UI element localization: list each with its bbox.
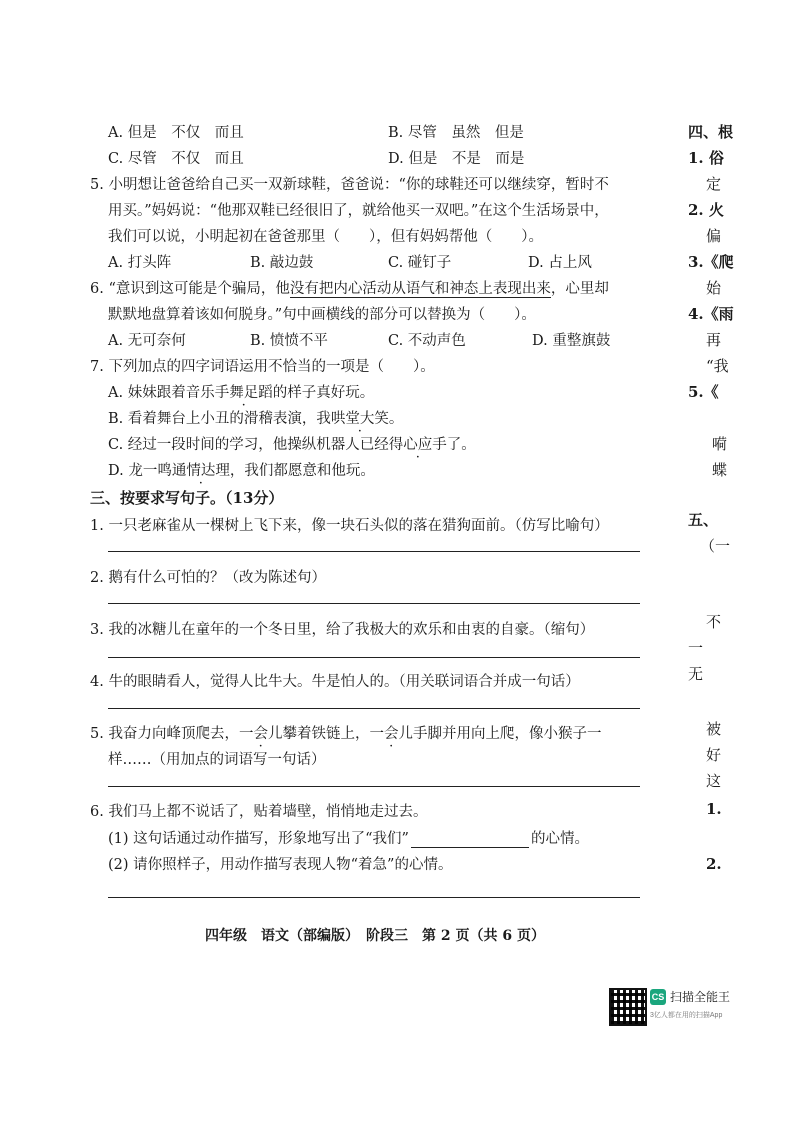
q5-option-b: B. 敲边鼓 [250, 255, 314, 271]
side-t5a: 嗬 [712, 435, 728, 453]
side-t5b: 蝶 [712, 461, 728, 479]
s3-q5-answer-line[interactable] [108, 786, 640, 787]
side-p5: （一 [700, 537, 731, 555]
s3-q2-answer-line[interactable] [108, 603, 640, 604]
side-n3: 3.《爬 [688, 253, 734, 271]
q7-option-c: C. 经过一段时间的学习，他操纵机器人已经得心应手了。 [108, 437, 476, 453]
side-h5: 五、 [688, 511, 719, 529]
s3-q5-line1: 5. 我奋力向峰顶爬去，一会儿攀着铁链上，一会儿手脚并用向上爬，像小猴子一 [90, 726, 602, 742]
side-r3: 无 [688, 665, 704, 683]
side-t4: 再 [706, 331, 722, 349]
side-r4: 被 [706, 720, 722, 738]
q6-option-d: D. 重整旗鼓 [532, 333, 611, 349]
side-t1: 定 [706, 175, 722, 193]
q6-stem-line1: 6. “意识到这可能是个骗局，他没有把内心活动从语气和神态上表现出来，心里却 [90, 281, 609, 297]
q7-option-a: A. 妹妹跟着音乐手舞足蹈的样子真好玩。 [108, 385, 375, 401]
s3-q6-sub2: (2) 请你照样子，用动作描写表现人物“着急”的心情。 [108, 857, 453, 873]
s3-q6-sub1-blank[interactable] [411, 831, 529, 848]
section-3-heading: 三、按要求写句子。（13分） [90, 489, 284, 507]
q5-stem-line1: 5. 小明想让爸爸给自己买一双新球鞋，爸爸说：“你的球鞋还可以继续穿，暂时不 [90, 177, 609, 193]
s3-q1: 1. 一只老麻雀从一棵树上飞下来，像一块石头似的落在猎狗面前。（仿写比喻句） [90, 518, 609, 534]
q5-option-c: C. 碰钉子 [388, 255, 452, 271]
side-t2: 偏 [706, 227, 722, 245]
side-r6: 这 [706, 772, 722, 790]
q5-stem-line3: 我们可以说，小明起初在爸爸那里（ ），但有妈妈帮他（ ）。 [108, 229, 543, 245]
q6-option-c: C. 不动声色 [388, 333, 466, 349]
q5-option-a: A. 打头阵 [108, 255, 172, 271]
q4-option-a: A. 但是 不仅 而且 [108, 125, 244, 141]
q6-option-b: B. 愤愤不平 [250, 333, 328, 349]
s3-q6-sub1: (1) 这句话通过动作描写，形象地写出了“我们” 的心情。 [108, 831, 589, 847]
side-r7: 1. [706, 800, 722, 818]
side-r8: 2. [706, 855, 722, 873]
q7-option-b: B. 看着舞台上小丑的滑稽表演，我哄堂大笑。 [108, 411, 404, 427]
page-footer: 四年级 语文（部编版） 阶段三 第 2 页（共 6 页） [205, 928, 545, 944]
scanner-subtitle: 3亿人都在用的扫描App [650, 1012, 723, 1019]
side-t3: 始 [706, 279, 722, 297]
q6-stem-line2: 默默地盘算着该如何脱身。”句中画横线的部分可以替换为（ ）。 [108, 307, 536, 323]
q7-stem: 7. 下列加点的四字词语运用不恰当的一项是（ ）。 [90, 359, 435, 375]
q7-option-d: D. 龙一鸣通情达理，我们都愿意和他玩。 [108, 463, 375, 479]
q4-option-d: D. 但是 不是 而是 [388, 151, 525, 167]
s3-q3: 3. 我的冰糖儿在童年的一个冬日里，给了我极大的欢乐和由衷的自豪。（缩句） [90, 622, 595, 638]
side-r5: 好 [706, 746, 722, 764]
q6-option-a: A. 无可奈何 [108, 333, 186, 349]
s3-q6-answer-line[interactable] [108, 897, 640, 898]
s3-q4-answer-line[interactable] [108, 708, 640, 709]
side-r1: 不 [706, 613, 722, 631]
side-n4: 4.《雨 [688, 305, 734, 323]
side-t4b: “我 [706, 357, 729, 375]
side-r2: 一 [688, 639, 704, 657]
camscanner-logo-icon: CS [650, 989, 666, 1005]
s3-q3-answer-line[interactable] [108, 657, 640, 658]
s3-q5-line2: 样……（用加点的词语写一句话） [108, 752, 326, 768]
s3-q6: 6. 我们马上都不说话了，贴着墙壁，悄悄地走过去。 [90, 804, 428, 820]
side-n2: 2. 火 [688, 201, 724, 219]
side-n5: 5.《 [688, 383, 719, 401]
scanner-title: 扫描全能王 [670, 990, 731, 1004]
s3-q2: 2. 鹅有什么可怕的？（改为陈述句） [90, 570, 326, 586]
s3-q1-answer-line[interactable] [108, 551, 640, 552]
side-heading: 四、根 [688, 123, 734, 141]
qr-code-icon [609, 988, 647, 1026]
side-n1: 1. 俗 [688, 149, 724, 167]
q4-option-b: B. 尽管 虽然 但是 [388, 125, 524, 141]
q4-option-c: C. 尽管 不仅 而且 [108, 151, 244, 167]
q6-underlined-phrase: 没有把内心活动从语气和神态上表现出来 [289, 281, 551, 297]
q5-stem-line2: 用买。”妈妈说：“他那双鞋已经很旧了，就给他买一双吧。”在这个生活场景中， [108, 203, 609, 219]
s3-q4: 4. 牛的眼睛看人，觉得人比牛大。牛是怕人的。（用关联词语合并成一句话） [90, 674, 580, 690]
q5-option-d: D. 占上风 [528, 255, 592, 271]
